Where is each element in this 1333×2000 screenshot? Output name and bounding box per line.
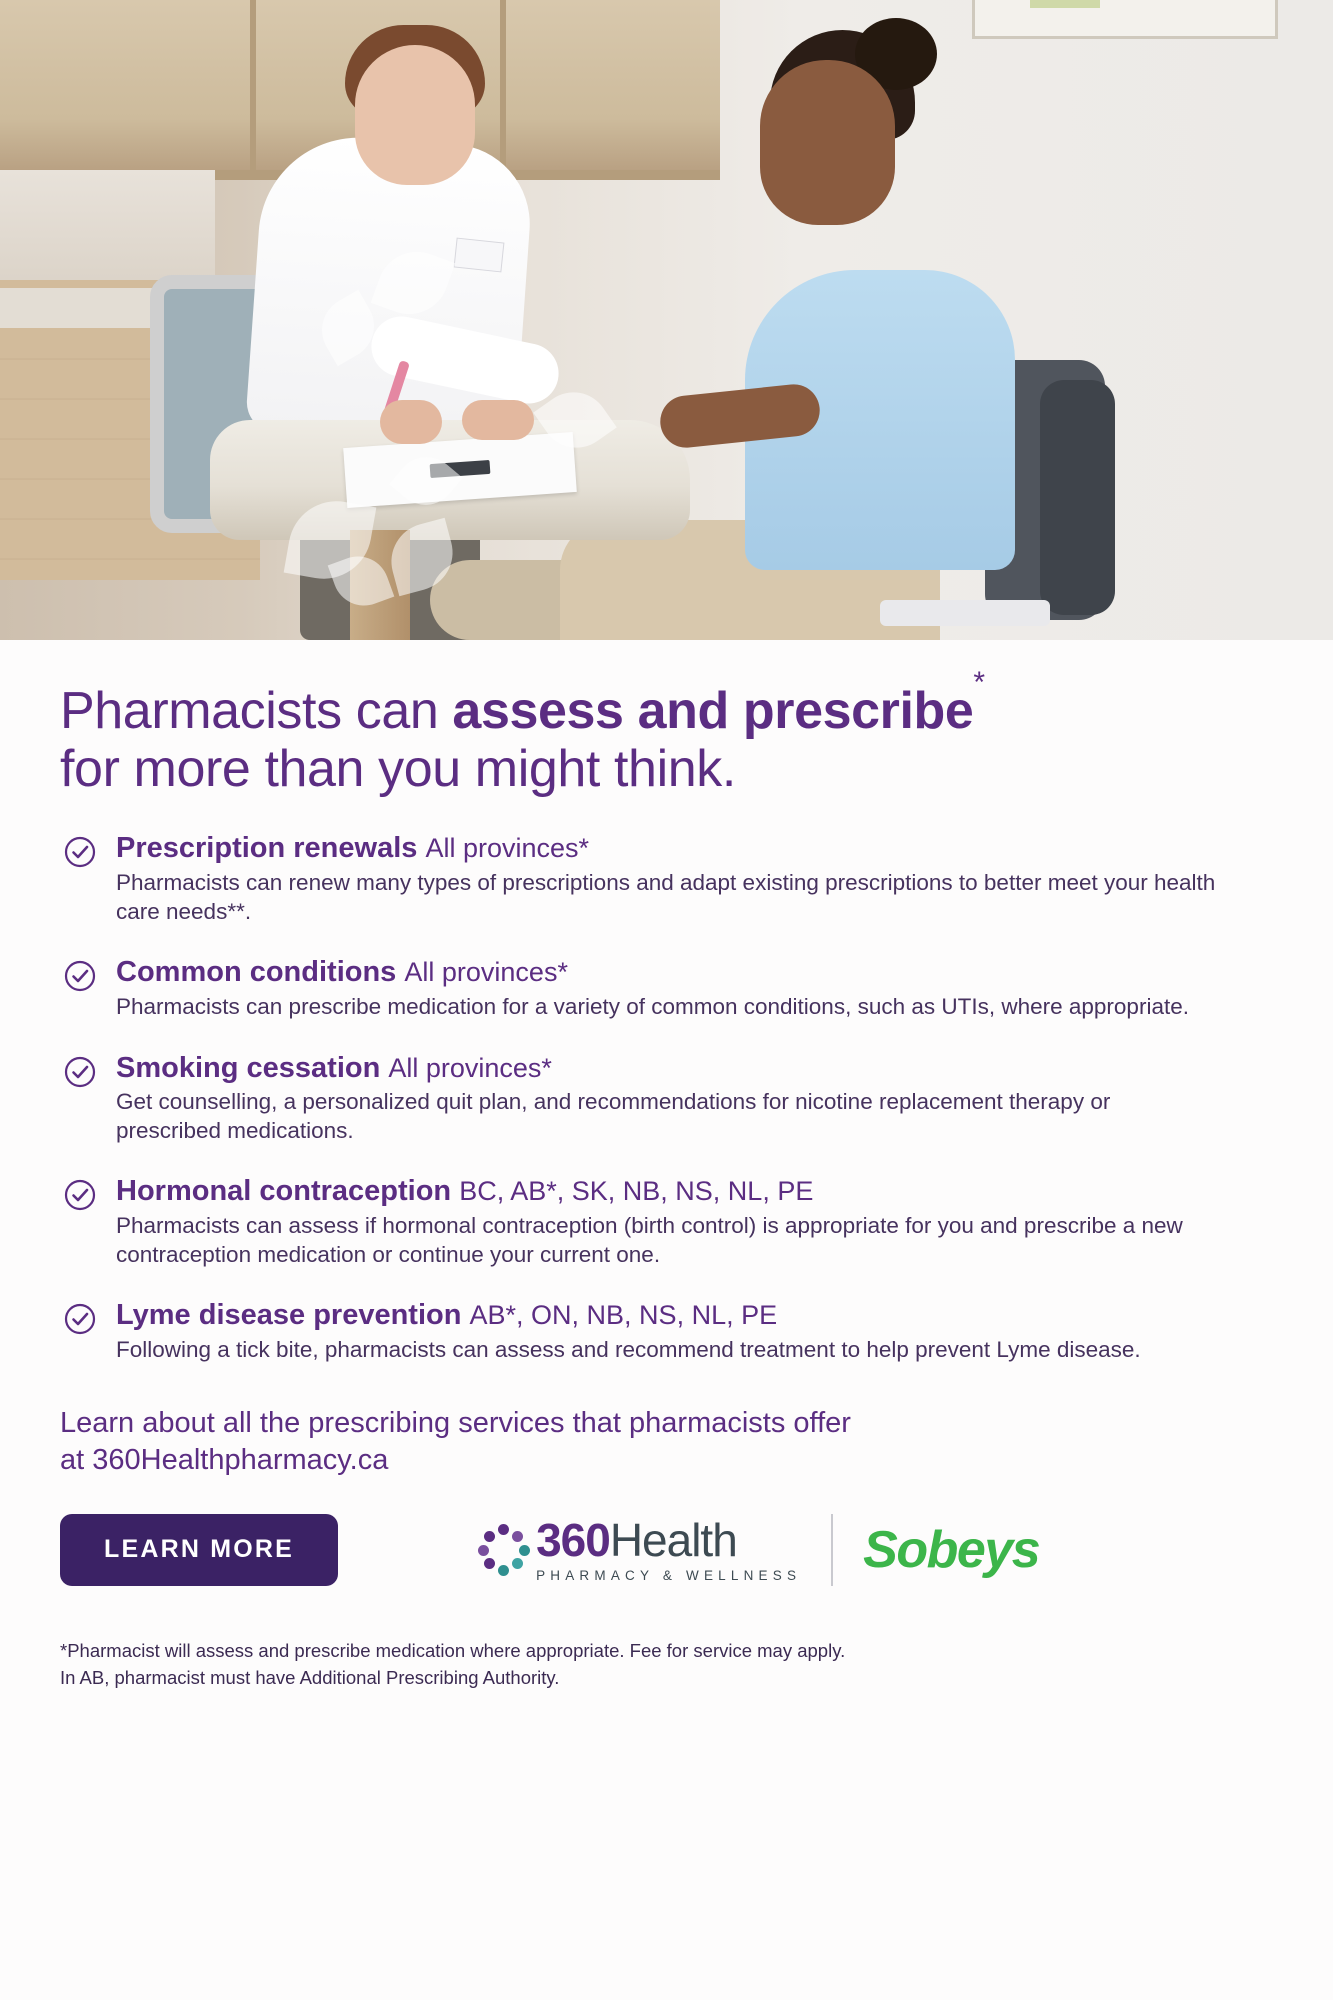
list-item-description: Get counselling, a personalized quit plan, and recommendations for nicotine replacement therapy or prescribed medications. [116, 1088, 1111, 1143]
brand-number: 360 [536, 1513, 610, 1566]
list-item-description: Following a tick bite, pharmacists can assess and recommend treatment to help prevent Lyme disease. [116, 1336, 1141, 1362]
list-item [60, 956, 1273, 1021]
headline-bold: assess and prescribe [452, 682, 974, 740]
learn-line-1: Learn about all the prescribing services that pharmacists offer [60, 1406, 851, 1439]
logo-divider [831, 1514, 833, 1586]
laptop [880, 600, 1050, 626]
hero-photo [0, 0, 1333, 640]
footnote-line-2: In AB, pharmacist must have Additional Prescribing Authority. [60, 1666, 560, 1688]
headline-plain: Pharmacists can [60, 682, 453, 740]
service-provinces: All provinces* [388, 1052, 552, 1083]
patient-face [760, 60, 895, 225]
pharmacist-writing-hand [380, 400, 442, 444]
wall-frame [972, 0, 1278, 39]
list-item-title [116, 1175, 1273, 1208]
service-name: Lyme disease prevention [116, 1299, 462, 1332]
pharmacist-name-badge [454, 238, 505, 273]
list-item-description: Pharmacists can renew many types of prescriptions and adapt existing prescriptions to better meet your health care needs**. [116, 869, 1216, 924]
logo-group [478, 1514, 1039, 1586]
service-provinces: All provinces* [404, 957, 568, 988]
footnote [60, 1638, 1273, 1692]
learn-line-2: at 360Healthpharmacy.ca [60, 1444, 389, 1477]
service-provinces: All provinces* [425, 833, 590, 864]
headline-line2: for more than you might think. [60, 740, 736, 799]
list-item-title [116, 1052, 1273, 1085]
learn-more-text [60, 1405, 1273, 1480]
service-list [60, 832, 1273, 1364]
service-provinces: AB*, ON, NB, NS, NL, PE [469, 1300, 778, 1331]
pharmacist-face [355, 45, 475, 185]
list-item [60, 1052, 1273, 1146]
pharmacist-resting-hand [462, 400, 534, 440]
service-name: Prescription renewals [116, 832, 418, 865]
content-area [0, 640, 1333, 1692]
list-item [60, 1175, 1273, 1269]
wall-panel [0, 170, 215, 280]
list-item-title [116, 1299, 1273, 1332]
brand-word: Health [609, 1513, 737, 1566]
list-item-title [116, 832, 1273, 865]
service-name: Common conditions [116, 956, 397, 989]
service-name: Hormonal contraception [116, 1175, 452, 1208]
360health-wordmark [536, 1513, 801, 1566]
list-item-description: Pharmacists can prescribe medication for a variety of common conditions, such as UTIs, where appropriate. [116, 993, 1189, 1019]
learn-more-button[interactable]: LEARN MORE [60, 1514, 338, 1586]
check-circle-icon [64, 1179, 96, 1211]
360health-petal-mark-icon [478, 1524, 530, 1576]
check-circle-icon [64, 1056, 96, 1088]
chair-right-back [1040, 380, 1115, 615]
cta-row [60, 1514, 1273, 1586]
check-circle-icon [64, 1303, 96, 1335]
list-item [60, 832, 1273, 926]
service-provinces: BC, AB*, SK, NB, NS, NL, PE [459, 1176, 814, 1207]
footnote-line-1: *Pharmacist will assess and prescribe medication where appropriate. Fee for service may apply. [60, 1639, 846, 1661]
list-item-title [116, 956, 1273, 989]
check-circle-icon [64, 836, 96, 868]
headline-asterisk: * [973, 665, 985, 699]
list-item-description: Pharmacists can assess if hormonal contraception (birth control) is appropriate for you and prescribe a new contraception medication or continue your current one. [116, 1212, 1183, 1267]
360health-logo [478, 1513, 802, 1583]
page-title [60, 665, 1273, 799]
check-circle-icon [64, 960, 96, 992]
sobeys-logo: Sobeys [863, 1520, 1040, 1579]
brand-tagline: PHARMACY & WELLNESS [536, 1567, 802, 1583]
service-name: Smoking cessation [116, 1051, 381, 1084]
list-item [60, 1299, 1273, 1364]
